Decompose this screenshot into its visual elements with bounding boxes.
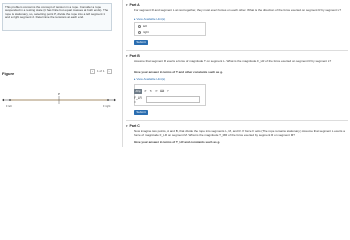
help-icon[interactable]: ? <box>166 88 169 93</box>
figure-title: Figure <box>2 71 15 76</box>
right-end-point <box>107 99 109 101</box>
next-figure-button[interactable]: › <box>108 68 110 73</box>
redo-icon[interactable]: ↻ <box>149 88 153 93</box>
option-right[interactable]: right <box>135 29 205 35</box>
part-c-question: Now imagine two points, A and B, that divide the rope into segments L, M, and R. If force F acts (The rope remains stationary.) Assume that segment L exerts a force of magnitude F_LR on segment M. What is the magnitude T_MR of the force exerted by segment R on segment M? <box>134 129 345 137</box>
problem-statement: This problem concerns the concept of tension in a rope. Consider a rope suspended in a resting state (it has finite but equal masses at both ends). The rope is stationary, so, selecting point P, divide the rope into a left segment 1 and a right segment 2. Determine the tensions at each end. <box>2 3 112 31</box>
radio-left[interactable] <box>138 25 141 28</box>
collapse-caret-icon: ▾ <box>126 124 128 128</box>
part-c-header[interactable]: ▾ Part C <box>126 124 140 128</box>
part-b-instruction: Give your answer in terms of T and other constants such as g. <box>134 70 223 74</box>
collapse-caret-icon: ▾ <box>126 3 128 7</box>
rope-figure <box>2 88 117 114</box>
part-b-input-row <box>134 96 200 103</box>
part-a-options <box>134 22 206 36</box>
part-b-answer-input[interactable] <box>146 96 200 103</box>
keyboard-icon[interactable]: ⌨ <box>159 88 165 93</box>
part-a-question: For segment R and segment L at rest together, they must exert forces on each other. What is the direction of the force exerted on segment R by segment L? <box>134 8 341 12</box>
collapse-caret-icon: ▾ <box>126 54 128 58</box>
math-toolbar <box>134 88 170 94</box>
hint-caret-icon: ▸ <box>134 77 137 81</box>
input-label: F_LR = <box>134 95 142 104</box>
point-p-label: P <box>58 92 61 96</box>
greek-symbols-button[interactable]: ΑΣφ <box>135 89 141 93</box>
part-a-hint-link[interactable]: ▸ View Available Hint(s) <box>134 17 166 21</box>
left-end-point <box>9 99 11 101</box>
option-left[interactable]: left <box>135 23 205 29</box>
part-b-hint-link[interactable]: ▸ View Available Hint(s) <box>134 77 166 81</box>
hint-caret-icon: ▸ <box>134 17 137 21</box>
part-b-submit-button[interactable]: Submit <box>134 110 148 115</box>
reset-icon[interactable]: ⟳ <box>155 88 158 93</box>
problem-panel <box>0 0 122 147</box>
part-a-submit-button[interactable]: Submit <box>134 40 148 45</box>
undo-icon[interactable]: ↺ <box>144 88 147 93</box>
part-c-instruction: Give your answer in terms of T_LR and constants such as g. <box>134 140 221 144</box>
part-b-header[interactable]: ▾ Part B <box>126 54 140 58</box>
right-end-label: F right <box>103 105 111 108</box>
prev-figure-button[interactable]: ‹ <box>92 68 93 73</box>
radio-right[interactable] <box>138 31 141 34</box>
figure-pager <box>90 69 116 74</box>
right-arrowhead <box>114 99 116 101</box>
left-arrowhead <box>2 99 4 101</box>
part-b-question: Assume that segment R exerts a force of magnitude T on segment L. What is the magnitude F_LR of the force exerted on segment R by segment L? <box>134 59 332 63</box>
part-a-header[interactable]: ▾ Part A <box>126 3 140 7</box>
panel-divider <box>122 0 123 147</box>
pager-text: 1 of 1 <box>97 69 105 73</box>
left-end-label: F left <box>6 105 12 108</box>
